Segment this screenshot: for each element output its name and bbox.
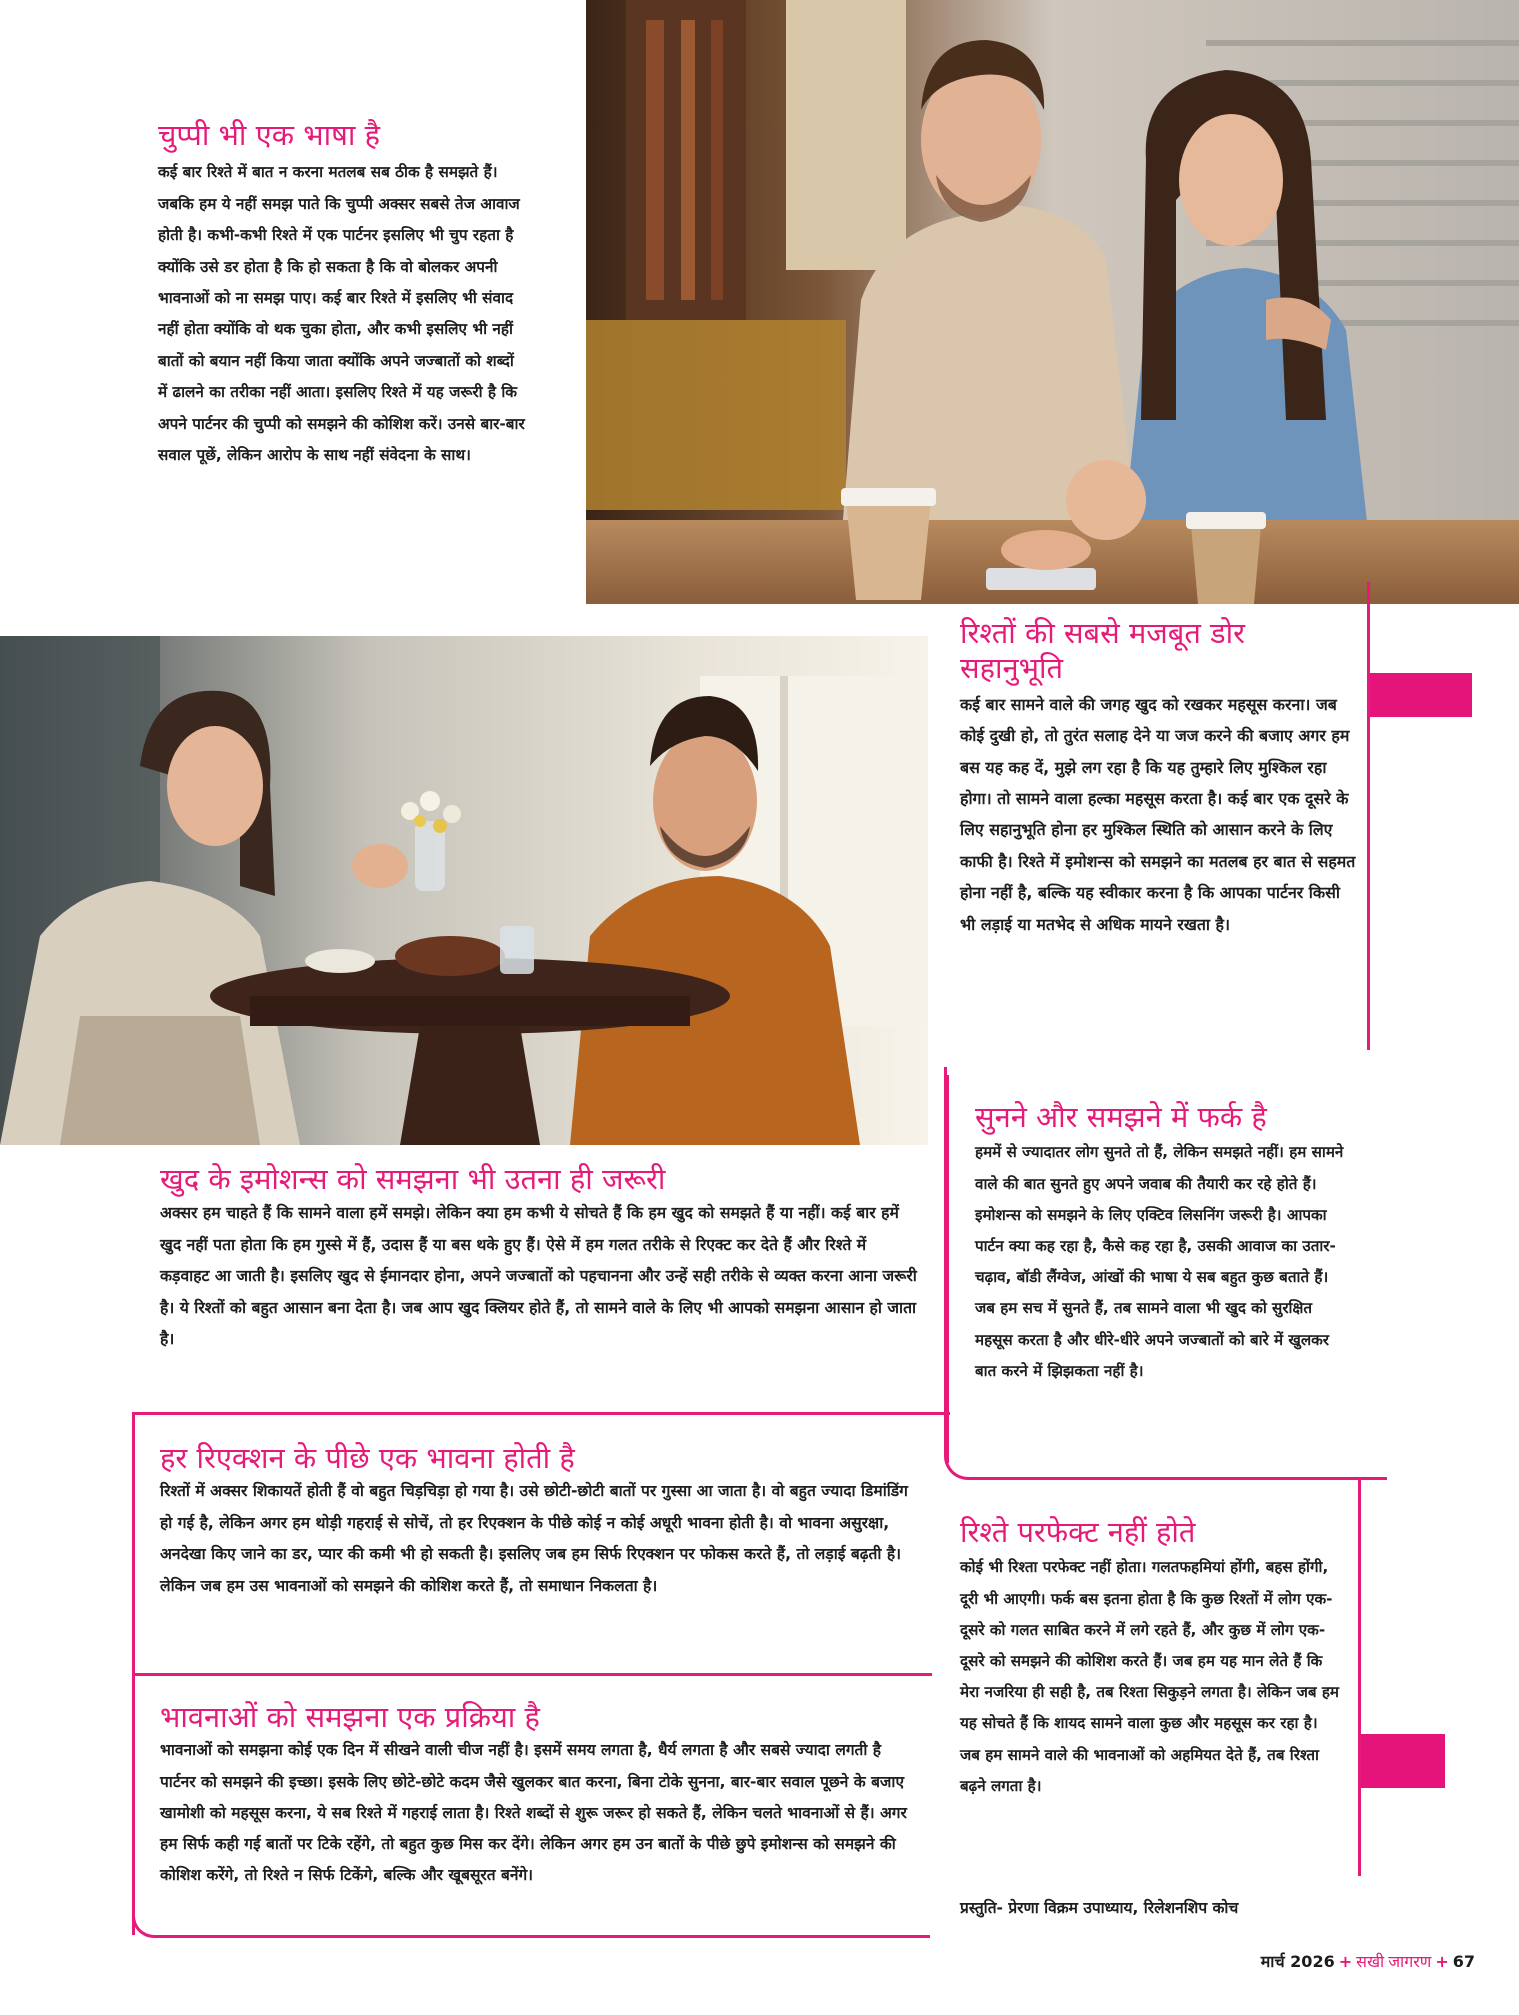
section-body: कोई भी रिश्ता परफेक्ट नहीं होता। गलतफहमियां होंगी, बहस होंगी, दूरी भी आएगी। फर्क बस इतना होता है कि कुछ रिश्तों में लोग एक-दूसरे को गलत साबित करने में लगे रहते हैं, और कुछ में लोग एक-दूसरे को समझने की कोशिश करते हैं। जब हम यह मान लेते हैं कि मेरा नजरिया ही सही है, तब रिश्ता सिकुड़ने लगता है। लेकिन जब हम यह सोचते हैं कि शायद सामने वाला कुछ और महसूस कर रहा है। जब हम सामने वाले की भावनाओं को अहमियत देते हैं, तब रिश्ता बढ़ने लगता है।	[960, 1558, 1339, 1795]
section-silence	[158, 118, 528, 471]
footer-separator: +	[1338, 1951, 1353, 1971]
section-body: रिश्तों में अक्सर शिकायतें होती हैं वो बहुत चिड़चिड़ा हो गया है। उसे छोटी-छोटी बातों पर गुस्सा आ जाता है। वो बहुत ज्यादा डिमांडिंग हो गई है, लेकिन अगर हम थोड़ी गहराई से सोचें, तो हर रिएक्शन के पीछे कोई न कोई अधूरी भावना होती है। वो भावना असुरक्षा, अनदेखा किए जाने का डर, प्यार की कमी भी हो सकती है। इसलिए जब हम सिर्फ रिएक्शन पर फोकस करते हैं, तो लड़ाई बढ़ती है। लेकिन जब हम उस भावनाओं को समझने की कोशिश करते हैं, तो समाधान निकलता है।	[160, 1482, 908, 1595]
section-heading: रिश्ते परफेक्ट नहीं होते	[960, 1515, 1196, 1549]
footer-brand-a: सखी	[1356, 1952, 1385, 1971]
section-heading: हर रिएक्शन के पीछे एक भावना होती है	[160, 1441, 575, 1475]
author-credit: प्रस्तुति- प्रेरणा विक्रम उपाध्याय, रिलेशनशिप कोच	[960, 1899, 1239, 1917]
photo-couple-cafe	[586, 0, 1519, 604]
section-empathy	[960, 616, 1360, 940]
section-self-emotions	[160, 1162, 920, 1354]
footer-separator: +	[1435, 1951, 1449, 1971]
section-heading: चुप्पी भी एक भाषा है	[158, 118, 380, 152]
divider-bottom-left	[132, 1412, 950, 1415]
section-heading: रिश्तों की सबसे मजबूत डोर सहानुभूति	[960, 616, 1245, 686]
section-heading: भावनाओं को समझना एक प्रक्रिया है	[160, 1700, 540, 1734]
divider-vertical-right-top	[1367, 582, 1370, 1050]
accent-bar-bottom	[1361, 1734, 1445, 1788]
page-footer	[1075, 1945, 1475, 1977]
section-heading: सुनने और समझने में फर्क है	[975, 1100, 1267, 1134]
section-body: अक्सर हम चाहते हैं कि सामने वाला हमें समझे। लेकिन क्या हम कभी ये सोचते हैं कि हम खुद को समझते हैं या नहीं। कई बार हमें खुद नहीं पता होता कि हम गुस्से में हैं, उदास हैं या बस थके हुए हैं। ऐसे में हम गलत तरीके से रिएक्ट कर देते हैं और रिश्ते में कड़वाहट आ जाती है। इसलिए खुद से ईमानदार होना, अपने जज्बातों को पहचानना और उन्हें सही तरीके से व्यक्त करना आना जरूरी है। ये रिश्तों को बहुत आसान बना देता है। जब आप खुद क्लियर होते हैं, तो सामने वाले के लिए भी आपको समझना आसान हो जाता है।	[160, 1203, 917, 1348]
section-process	[160, 1700, 912, 1891]
footer-brand-b: जागरण	[1388, 1952, 1432, 1971]
section-body: हममें से ज्यादातर लोग सुनते तो हैं, लेकिन समझते नहीं। हम सामने वाले की बात सुनते हुए अपने जवाब की तैयारी कर रहे होते हैं। इमोशन्स को समझने के लिए एक्टिव लिसनिंग जरूरी है। आपका पार्टन क्या कह रहा है, कैसे कह रहा है, उसकी आवाज का उतार-चढ़ाव, बॉडी लैंग्वेज, आंखों की भाषा ये सब बहुत कुछ बताते हैं। जब हम सच में सुनते हैं, तब सामने वाला भी खुद को सुरक्षित महसूस करता है और धीरे-धीरे अपने जज्बातों को बारे में खुलकर बात करने में झिझकता नहीं है।	[975, 1143, 1344, 1380]
section-body: भावनाओं को समझना कोई एक दिन में सीखने वाली चीज नहीं है। इसमें समय लगता है, धैर्य लगता है और सबसे ज्यादा लगती है पार्टनर को समझने की इच्छा। इसके लिए छोटे-छोटे कदम जैसे खुलकर बात करना, बिना टोके सुनना, बार-बार सवाल पूछने के बजाए खामोशी को महसूस करना, ये सब रिश्ते में गहराई लाता है। रिश्ते शब्दों से शुरू जरूर हो सकते हैं, लेकिन चलते भावनाओं से हैं। अगर हम सिर्फ कही गई बातों पर टिके रहेंगे, तो बहुत कुछ मिस कर देंगे। लेकिन अगर हम उन बातों के पीछे छुपे इमोशन्स को समझने की कोशिश करेंगे, तो रिश्ते न सिर्फ टिकेंगे, बल्कि और खूबसूरत बनेंगे।	[160, 1741, 907, 1885]
section-body: कई बार रिश्ते में बात न करना मतलब सब ठीक है समझते हैं। जबकि हम ये नहीं समझ पाते कि चुप्पी अक्सर सबसे तेज आवाज होती है। कभी-कभी रिश्ते में एक पार्टनर इसलिए भी चुप रहता है क्योंकि उसे डर होता है कि हो सकता है कि वो बोलकर अपनी भावनाओं को ना समझ पाए। कई बार रिश्ते में इसलिए भी संवाद नहीं होता क्योंकि वो थक चुका होता, और कभी इसलिए भी नहीं बातों को बयान नहीं किया जाता क्योंकि अपने जज्बातों को शब्दों में ढालने का तरीका नहीं आता। इसलिए रिश्ते में यह जरूरी है कि अपने पार्टनर की चुप्पी को समझने की कोशिश करें। उनसे बार-बार सवाल पूछें, लेकिन आरोप के साथ नहीं संवेदना के साथ।	[158, 163, 525, 465]
page-number: 67	[1452, 1951, 1475, 1971]
section-not-perfect	[960, 1515, 1340, 1802]
divider-right-bottom	[1358, 1480, 1361, 1876]
section-heading: खुद के इमोशन्स को समझना भी उतना ही जरूरी	[160, 1162, 666, 1196]
section-listening	[975, 1100, 1345, 1387]
accent-bar-top	[1370, 673, 1472, 717]
photo-couple-dining	[0, 636, 928, 1145]
section-body: कई बार सामने वाले की जगह खुद को रखकर महसूस करना। जब कोई दुखी हो, तो तुरंत सलाह देने या जज करने की बजाए अगर हम बस यह कह दें, मुझे लग रहा है कि यह तुम्हारे लिए मुश्किल रहा होगा। तो सामने वाला हल्का महसूस करता है। कई बार एक दूसरे के लिए सहानुभूति होना हर मुश्किल स्थिति को आसान करने के लिए काफी है। रिश्ते में इमोशन्स को समझने का मतलब हर बात से सहमत होना नहीं है, बल्कि यह स्वीकार करना है कि आपका पार्टनर किसी भी लड़ाई या मतभेद से अधिक मायने रखता है।	[960, 694, 1356, 934]
footer-date: मार्च 2026	[1260, 1952, 1335, 1971]
section-reaction	[160, 1441, 920, 1602]
